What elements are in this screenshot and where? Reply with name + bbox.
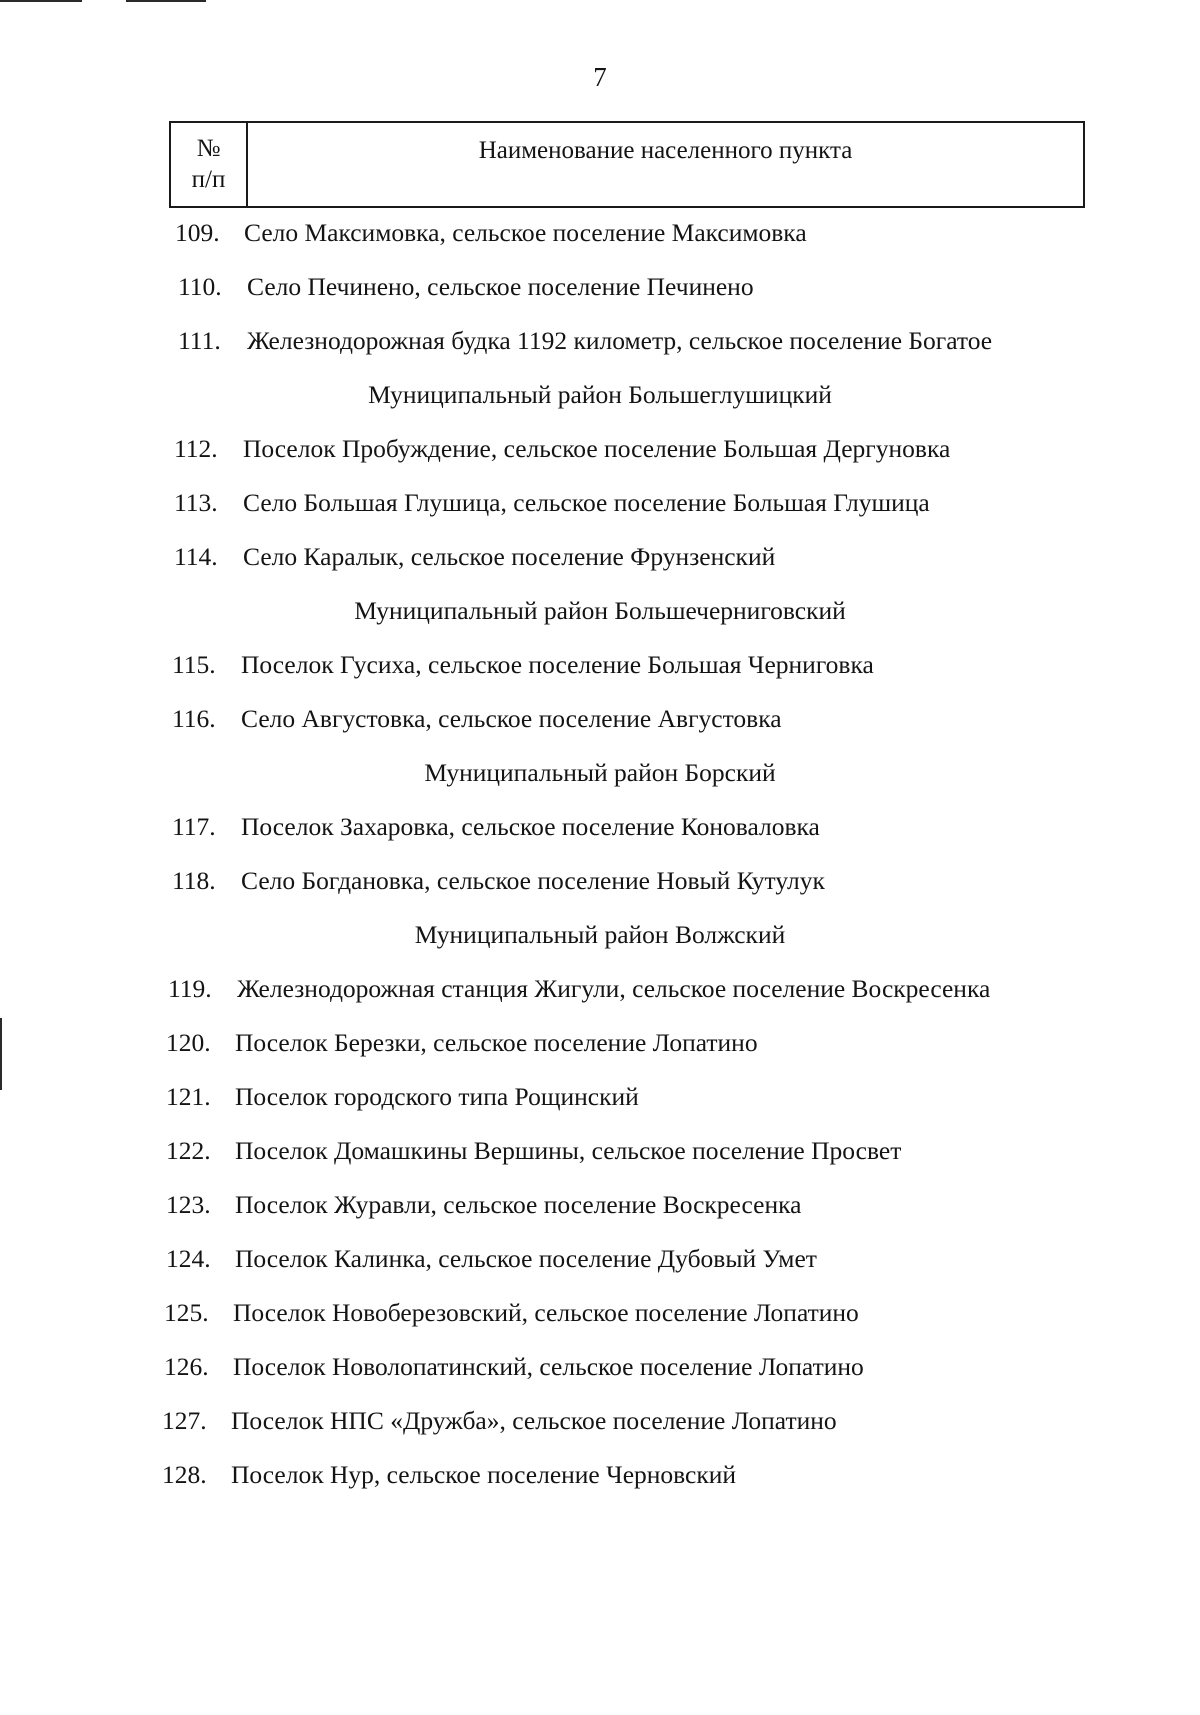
settlement-item xyxy=(0,1461,1200,1489)
item-text: Поселок Журавли, сельское поселение Воскресенка xyxy=(235,1190,802,1219)
item-number: 109. xyxy=(175,218,220,247)
item-text: Поселок Захаровка, сельское поселение Коноваловка xyxy=(241,812,820,841)
settlement-item xyxy=(0,1299,1200,1327)
item-text: Село Максимовка, сельское поселение Максимовка xyxy=(244,218,807,247)
item-text: Поселок НПС «Дружба», сельское поселение Лопатино xyxy=(231,1406,837,1435)
settlement-item xyxy=(0,1029,1200,1057)
item-number: 114. xyxy=(174,542,218,571)
item-text: Железнодорожная будка 1192 километр, сельское поселение Богатое xyxy=(247,326,993,355)
item-text: Село Богдановка, сельское поселение Новый Кутулук xyxy=(241,866,825,895)
settlement-item xyxy=(0,813,1200,841)
settlement-item xyxy=(0,1137,1200,1165)
settlement-item xyxy=(0,1245,1200,1273)
item-number: 115. xyxy=(172,650,216,679)
item-text: Поселок Березки, сельское поселение Лопатино xyxy=(235,1028,758,1057)
item-text: Село Печинено, сельское поселение Печинено xyxy=(247,272,754,301)
number-column-header xyxy=(171,123,248,206)
item-number: 121. xyxy=(166,1082,211,1111)
ordinal-abbrev-label: п/п xyxy=(191,166,226,193)
item-number: 119. xyxy=(168,974,212,1003)
item-text: Село Августовка, сельское поселение Августовка xyxy=(241,704,782,733)
item-text: Поселок Новоберезовский, сельское поселение Лопатино xyxy=(233,1298,859,1327)
item-text: Железнодорожная станция Жигули, сельское поселение Воскресенка xyxy=(237,974,991,1003)
item-number: 117. xyxy=(172,812,216,841)
district-heading: Муниципальный район Большечерниговский xyxy=(354,596,846,625)
item-number: 123. xyxy=(166,1190,211,1219)
settlement-item xyxy=(0,1191,1200,1219)
settlement-item xyxy=(0,867,1200,895)
settlement-item xyxy=(0,1083,1200,1111)
settlement-item xyxy=(0,543,1200,571)
table-header xyxy=(169,121,1085,208)
item-text: Село Большая Глушица, сельское поселение Большая Глушица xyxy=(243,488,930,517)
item-text: Поселок Пробуждение, сельское поселение Большая Дергуновка xyxy=(243,434,951,463)
page-number: 7 xyxy=(593,62,607,92)
number-sign-label: № xyxy=(196,135,221,162)
scan-edge-line-top-left xyxy=(0,0,82,2)
item-text: Поселок городского типа Рощинский xyxy=(235,1082,639,1111)
item-text: Поселок Калинка, сельское поселение Дубовый Умет xyxy=(235,1244,817,1273)
item-text: Поселок Нур, сельское поселение Черновский xyxy=(231,1460,737,1489)
settlement-item xyxy=(0,219,1200,247)
district-heading: Муниципальный район Борский xyxy=(424,758,776,787)
settlement-item xyxy=(0,327,1200,355)
item-number: 116. xyxy=(172,704,216,733)
scan-edge-line-top xyxy=(126,0,206,2)
settlement-item xyxy=(0,489,1200,517)
item-text: Село Каралык, сельское поселение Фрунзенский xyxy=(243,542,776,571)
settlement-item xyxy=(0,273,1200,301)
settlement-list xyxy=(0,219,1200,1489)
item-number: 110. xyxy=(178,272,222,301)
item-text: Поселок Гусиха, сельское поселение Большая Черниговка xyxy=(241,650,874,679)
item-number: 125. xyxy=(164,1298,209,1327)
item-number: 112. xyxy=(174,434,218,463)
settlement-name-column-header: Наименование населенного пункта xyxy=(478,137,853,164)
settlement-item xyxy=(0,435,1200,463)
settlement-item xyxy=(0,975,1200,1003)
item-number: 127. xyxy=(162,1406,207,1435)
item-number: 124. xyxy=(166,1244,211,1273)
settlement-item xyxy=(0,1353,1200,1381)
item-text: Поселок Домашкины Вершины, сельское поселение Просвет xyxy=(235,1136,902,1165)
item-number: 111. xyxy=(178,326,221,355)
district-heading: Муниципальный район Большеглушицкий xyxy=(368,380,832,409)
item-number: 118. xyxy=(172,866,216,895)
item-number: 128. xyxy=(162,1460,207,1489)
district-heading: Муниципальный район Волжский xyxy=(414,920,786,949)
item-text: Поселок Новолопатинский, сельское поселение Лопатино xyxy=(233,1352,864,1381)
item-number: 120. xyxy=(166,1028,211,1057)
settlement-item xyxy=(0,705,1200,733)
item-number: 113. xyxy=(174,488,218,517)
settlement-item xyxy=(0,1407,1200,1435)
item-number: 122. xyxy=(166,1136,211,1165)
settlement-item xyxy=(0,651,1200,679)
item-number: 126. xyxy=(164,1352,209,1381)
